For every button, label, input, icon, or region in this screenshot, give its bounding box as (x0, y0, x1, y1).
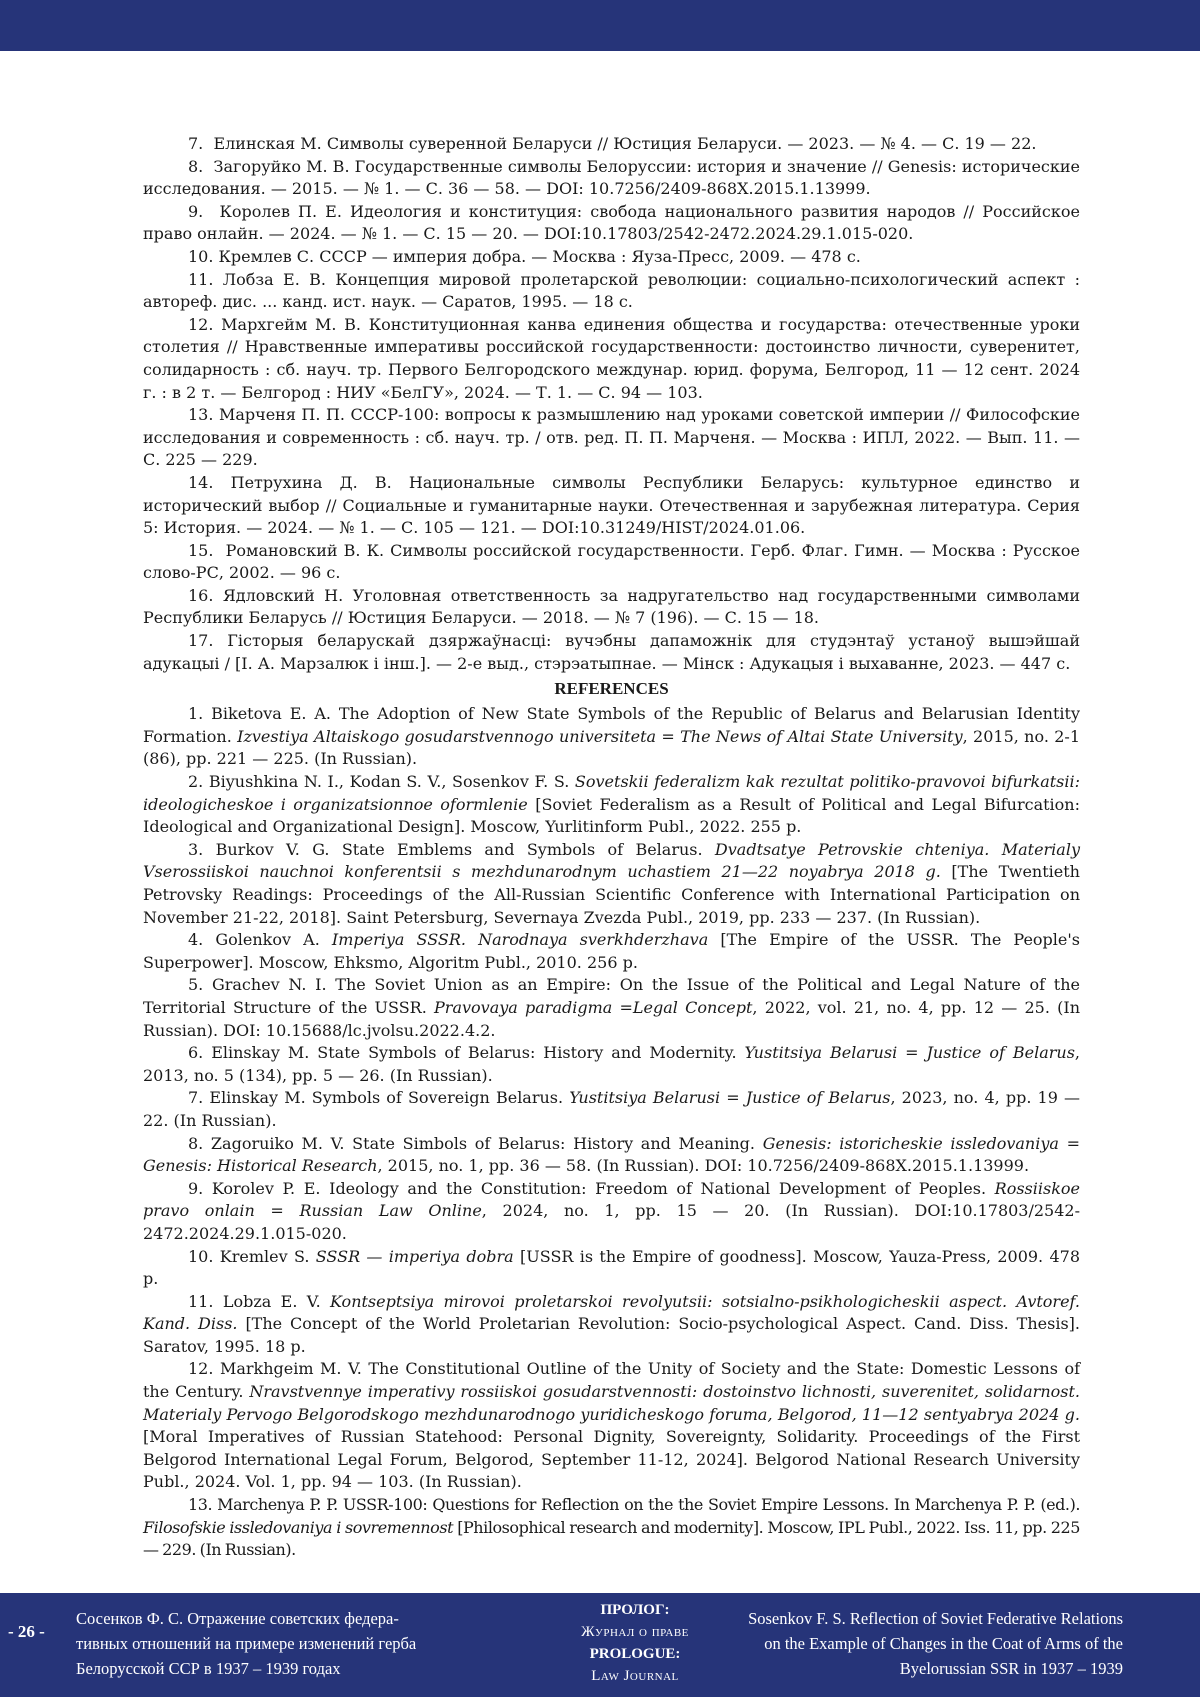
en-reference-item: 6. Elinskay M. State Symbols of Belarus: History and Modernity. Yustitsiya Belarusi = Justice of Belarus, 2013, no. 5 (134), pp. 5 — 26. (In Russian). (143, 1043, 1081, 1085)
ru-reference-item: 16. Ядловский Н. Уголовная ответственность за надругательство над государственными символами Республики Беларусь // Юстиция Беларуси. — 2018. — № 7 (196). — С. 15 — 18. (143, 585, 1080, 628)
en-reference-item: 5. Grachev N. I. The Soviet Union as an Empire: On the Issue of the Political and Legal Nature of the Territorial Structure of the USSR. Pravovaya paradigma =Legal Concept, 2022, vol. 21, no. 4, pp. 12 — 25. (In Russian). DOI: 10.15688/lc.jvolsu.2022.4.2. (143, 975, 1081, 1040)
references-english (143, 703, 1080, 1562)
footer-title-en-line: on the Example of Changes in the Coat of Arms of the (764, 1634, 1123, 1653)
header-band (0, 0, 1200, 51)
ru-reference-item: 9. Королев П. Е. Идеология и конституция: свобода национального развития народов // Российское право онлайн. — 2024. — № 1. — С. 15 — 20. — DOI:10.17803/2542-2472.2024.29.1.015-020. (143, 201, 1080, 244)
references-heading: REFERENCES (554, 679, 669, 699)
footer-title-en-line: Byelorussian SSR in 1937 – 1939 (899, 1659, 1123, 1678)
ru-reference-item: 10. Кремлев С. СССР — империя добра. — Москва : Яуза-Пресс, 2009. — 478 с. (188, 246, 861, 266)
journal-en-name: PROLOGUE: (589, 1646, 681, 1662)
journal-ru-sub: Журнал о праве (581, 1624, 689, 1640)
en-reference-item: 10. Kremlev S. SSSR — imperiya dobra [USSR is the Empire of goodness]. Moscow, Yauza-Press, 2009. 478 p. (143, 1246, 1081, 1289)
footer-title-en-line: Sosenkov F. S. Reflection of Soviet Federative Relations (748, 1609, 1123, 1628)
en-reference-item: 8. Zagoruiko M. V. State Simbols of Belarus: History and Meaning. Genesis: istoricheskie issledovaniya = Genesis: Historical Research, 2015, no. 1, pp. 36 — 58. (In Russian). DOI: 10.7256/2409-868X.2015.1.13999. (143, 1133, 1081, 1176)
footer (0, 1593, 1200, 1697)
en-reference-item: 9. Korolev P. E. Ideology and the Constitution: Freedom of National Development of Peoples. Rossiiskoe pravo onlain = Russian Law Online, 2024, no. 1, pp. 15 — 20. (In Russian). DOI:10.17803/2542-2472.2024.29.1.015-020. (143, 1178, 1080, 1243)
footer-title-ru-line: Сосенков Ф. С. Отражение советских федера- (76, 1609, 399, 1628)
en-reference-item: 3. Burkov V. G. State Emblems and Symbols of Belarus. Dvadtsatye Petrovskie chteniya. Materialy Vserossiiskoi nauchnoi konferentsii s mezhdunarodnym uchastiem 21—22 noyabrya 2018 g. [The Twentieth Petrovsky Readings: Proceedings of the All-Russian Scientific Conference with International Participation on November 21-22, 2018]. Saint Petersburg, Severnaya Zvezda Publ., 2019, pp. 233 — 237. (In Russian). (143, 839, 1080, 927)
reference-list (143, 133, 1080, 1562)
footer-article-title-en (703, 1606, 1123, 1681)
ru-reference-item: 15. Романовский В. К. Символы российской государственности. Герб. Флаг. Гимн. — Москва : Русское слово-РС, 2002. — 96 с. (143, 540, 1080, 583)
en-reference-item: 1. Biketova E. A. The Adoption of New State Symbols of the Republic of Belarus and Belarusian Identity Formation. Izvestiya Altaiskogo gosudarstvennogo universiteta = The News of Altai State University, 2015, no. 2-1 (86), pp. 221 — 225. (In Russian). (143, 704, 1081, 769)
ru-reference-item: 14. Петрухина Д. В. Национальные символы Республики Беларусь: культурное единство и исторический выбор // Социальные и гуманитарные науки. Отечественная и зарубежная литература. Серия 5: История. — 2024. — № 1. — С. 105 — 121. — DOI:10.31249/HIST/2024.01.06. (143, 472, 1080, 538)
en-reference-item: 11. Lobza E. V. Kontseptsiya mirovoi proletarskoi revolyutsii: sotsialno-psikhologicheskii aspect. Avtoref. Kand. Diss. [The Concept of the World Proletarian Revolution: Socio-psychological Aspect. Cand. Diss. Thesis]. Saratov, 1995. 18 p. (143, 1291, 1080, 1356)
en-reference-item: 7. Elinskay M. Symbols of Sovereign Belarus. Yustitsiya Belarusi = Justice of Belarus, 2023, no. 4, pp. 19 — 22. (In Russian). (143, 1088, 1081, 1130)
ru-reference-item: 12. Мархгейм М. В. Конституционная канва единения общества и государства: отечественные уроки столетия // Нравственные императивы российской государственности: достоинство личности, суверенитет, солидарность : сб. науч. тр. Первого Белгородского междунар. юрид. форума, Белгород, 11 — 12 сент. 2024 г. : в 2 т. — Белгород : НИУ «БелГУ», 2024. — Т. 1. — С. 94 — 103. (143, 314, 1080, 402)
en-reference-item: 12. Markhgeim M. V. The Constitutional Outline of the Unity of Society and the State: Domestic Lessons of the Century. Nravstvennye imperativy rossiiskoi gosudarstvennosti: dostoinstvo lichnosti, suverenitet, solidarnost. Materialy Pervogo Belgorodskogo mezhdunarodnogo yuridicheskogo foruma, Belgorod, 11—12 sentyabrya 2024 g. [Moral Imperatives of Russian Statehood: Personal Dignity, Sovereignty, Solidarity. Proceedings of the First Belgorod International Legal Forum, Belgorod, September 11-12, 2024]. Belgorod National Research University Publ., 2024. Vol. 1, pp. 94 — 103. (In Russian). (143, 1359, 1080, 1492)
en-reference-item: 13. Marchenya P. P. USSR-100: Questions for Reflection on the the Soviet Empire Lessons. In Marchenya P. P. (ed.). Filosofskie issledovaniya i sovremennost [Philosophical research and modernity]. Moscow, IPL Publ., 2022. Iss. 11, pp. 225 — 229. (In Russian). (143, 1495, 1080, 1560)
ru-reference-item: 13. Марченя П. П. СССР-100: вопросы к размышлению над уроками советской империи // Философские исследования и современность : сб. науч. тр. / отв. ред. П. П. Марченя. — Москва : ИПЛ, 2022. — Вып. 11. — С. 225 — 229. (143, 405, 1080, 470)
footer-article-title-ru (76, 1606, 476, 1681)
ru-reference-item: 11. Лобза Е. В. Концепция мировой пролетарской революции: социально-психологический аспект : автореф. дис. ... канд. ист. наук. — Саратов, 1995. — 18 с. (143, 269, 1080, 312)
footer-title-ru-line: Белорусской ССР в 1937 – 1939 годах (76, 1659, 341, 1678)
journal-en-sub: Law Journal (591, 1668, 679, 1684)
page-number: - 26 - (8, 1622, 45, 1641)
en-reference-item: 2. Biyushkina N. I., Kodan S. V., Sosenkov F. S. Sovetskii federalizm kak rezultat politiko-pravovoi bifurkatsii: ideologicheskoe i organizatsionnoe oformlenie [Soviet Federalism as a Result of Political and Legal Bifurcation: Ideological and Organizational Design]. Moscow, Yurlitinform Publ., 2022. 255 p. (143, 772, 1081, 837)
en-reference-item: 4. Golenkov A. Imperiya SSSR. Narodnaya sverkhderzhava [The Empire of the USSR. The People's Superpower]. Moscow, Ehksmo, Algoritm Publ., 2010. 256 p. (143, 930, 1080, 972)
ru-reference-item: 17. Гісторыя беларускай дзяржаўнасці: вучэбны дапаможнік для студэнтаў устаноў вышэйшай адукацыі / [І. А. Марзалюк і інш.]. — 2-е выд., стэрэатыпнае. — Мінск : Адукацыя і выхаванне, 2023. — 447 с. (143, 631, 1080, 673)
ru-reference-item: 8. Загоруйко М. В. Государственные символы Белоруссии: история и значение // Genesis: исторические исследования. — 2015. — № 1. — С. 36 — 58. — DOI: 10.7256/2409-868X.2015.1.13999. (143, 156, 1080, 199)
ru-reference-item: 7. Елинская М. Символы суверенной Беларуси // Юстиция Беларуси. — 2023. — № 4. — С. 19 — 22. (188, 134, 1037, 153)
journal-ru-name: ПРОЛОГ: (600, 1602, 670, 1618)
references-russian (143, 133, 1080, 675)
footer-title-ru-line: тивных отношений на примере изменений герба (76, 1634, 417, 1653)
